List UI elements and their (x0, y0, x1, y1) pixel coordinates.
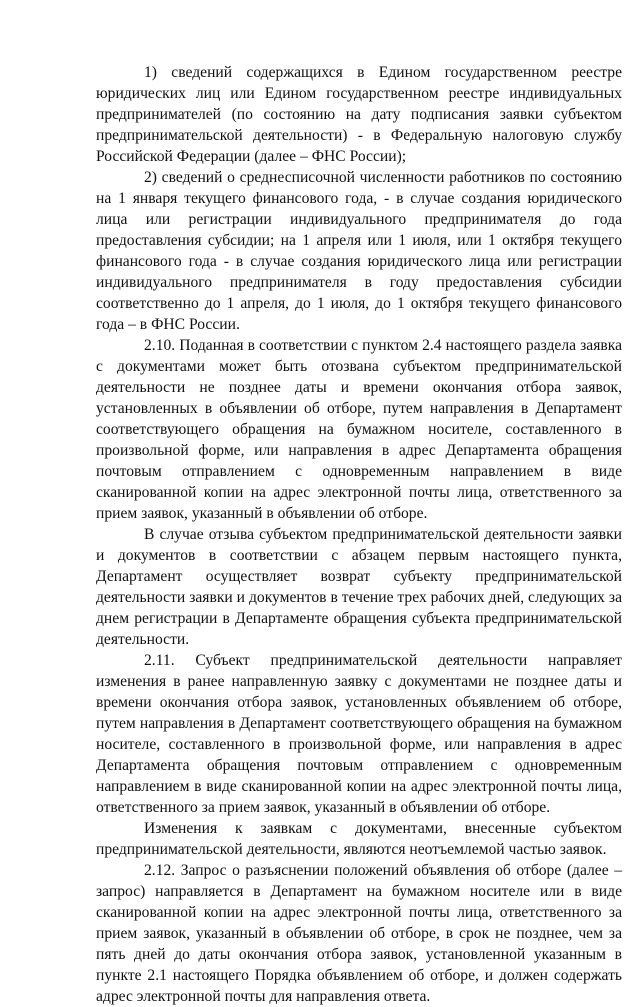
paragraph-withdrawal-return: В случае отзыва субъектом предпринимательской деятельности заявки и документов в соответствии с абзацем первым настоящего пункта, Департамент осуществляет возврат субъекту предпринимательской деятельности заявки и документов в течение трех рабочих дней, следующих за днем регистрации в Департаменте обращения субъекта предпринимательской деятельности. (96, 526, 622, 648)
paragraph-2-10-withdrawal: 2.10. Поданная в соответствии с пунктом 2.4 настоящего раздела заявка с документами может быть отозвана субъектом предпринимательской деятельности не позднее даты и времени окончания отбора заявок, установленных в объявлении об отборе, путем направления в Департамент соответствующего обращения на бумажном носителе, составленного в произвольной форме, или направления в адрес Департамента обращения почтовым отправлением с одновременным направлением в виде сканированной копии на адрес электронной почты лица, ответственного за прием заявок, указанный в объявлении об отборе. (96, 337, 622, 522)
document-page (96, 62, 622, 1007)
paragraph-item-2-headcount: 2) сведений о среднесписочной численности работников по состоянию на 1 января текущего финансового года, - в случае создания юридического лица или регистрации индивидуального предпринимателя до года предоставления субсидии; на 1 апреля или 1 июля, или 1 октября текущего финансового года - в случае создания юридического лица или регистрации индивидуального предпринимателя в году предоставления субсидии соответственно до 1 апреля, до 1 июля, до 1 октября текущего финансового года – в ФНС России. (96, 169, 622, 333)
paragraph-2-12-request: 2.12. Запрос о разъяснении положений объявления об отборе (далее – запрос) направляется в Департамент на бумажном носителе или в виде сканированной копии на адрес электронной почты лица, ответственного за прием заявок, указанный в объявлении об отборе, в срок не позднее, чем за пять дней до даты окончания отбора заявок, установленной указанным в пункте 2.1 настоящего Порядка объявлением об отборе, и должен содержать адрес электронной почты для направления ответа. (96, 862, 622, 1005)
paragraph-2-11-changes: 2.11. Субъект предпринимательской деятельности направляет изменения в ранее направленную заявку с документами не позднее даты и времени окончания отбора заявок, установленных объявлением об отборе, путем направления в Департамент соответствующего обращения на бумажном носителе, составленного в произвольной форме, или направления в адрес Департамента обращения почтовым отправлением с одновременным направлением в виде сканированной копии на адрес электронной почты лица, ответственного за прием заявок, указанный в объявлении об отборе. (96, 652, 622, 816)
paragraph-item-1-egrul: 1) сведений содержащихся в Едином государственном реестре юридических лиц или Едином государственном реестре индивидуальных предпринимателей (по состоянию на дату подписания заявки субъектом предпринимательской деятельности) - в Федеральную налоговую службу Российской Федерации (далее – ФНС России); (96, 64, 622, 165)
paragraph-changes-integral: Изменения к заявкам с документами, внесенные субъектом предпринимательской деятельности, являются неотъемлемой частью заявок. (96, 820, 622, 858)
